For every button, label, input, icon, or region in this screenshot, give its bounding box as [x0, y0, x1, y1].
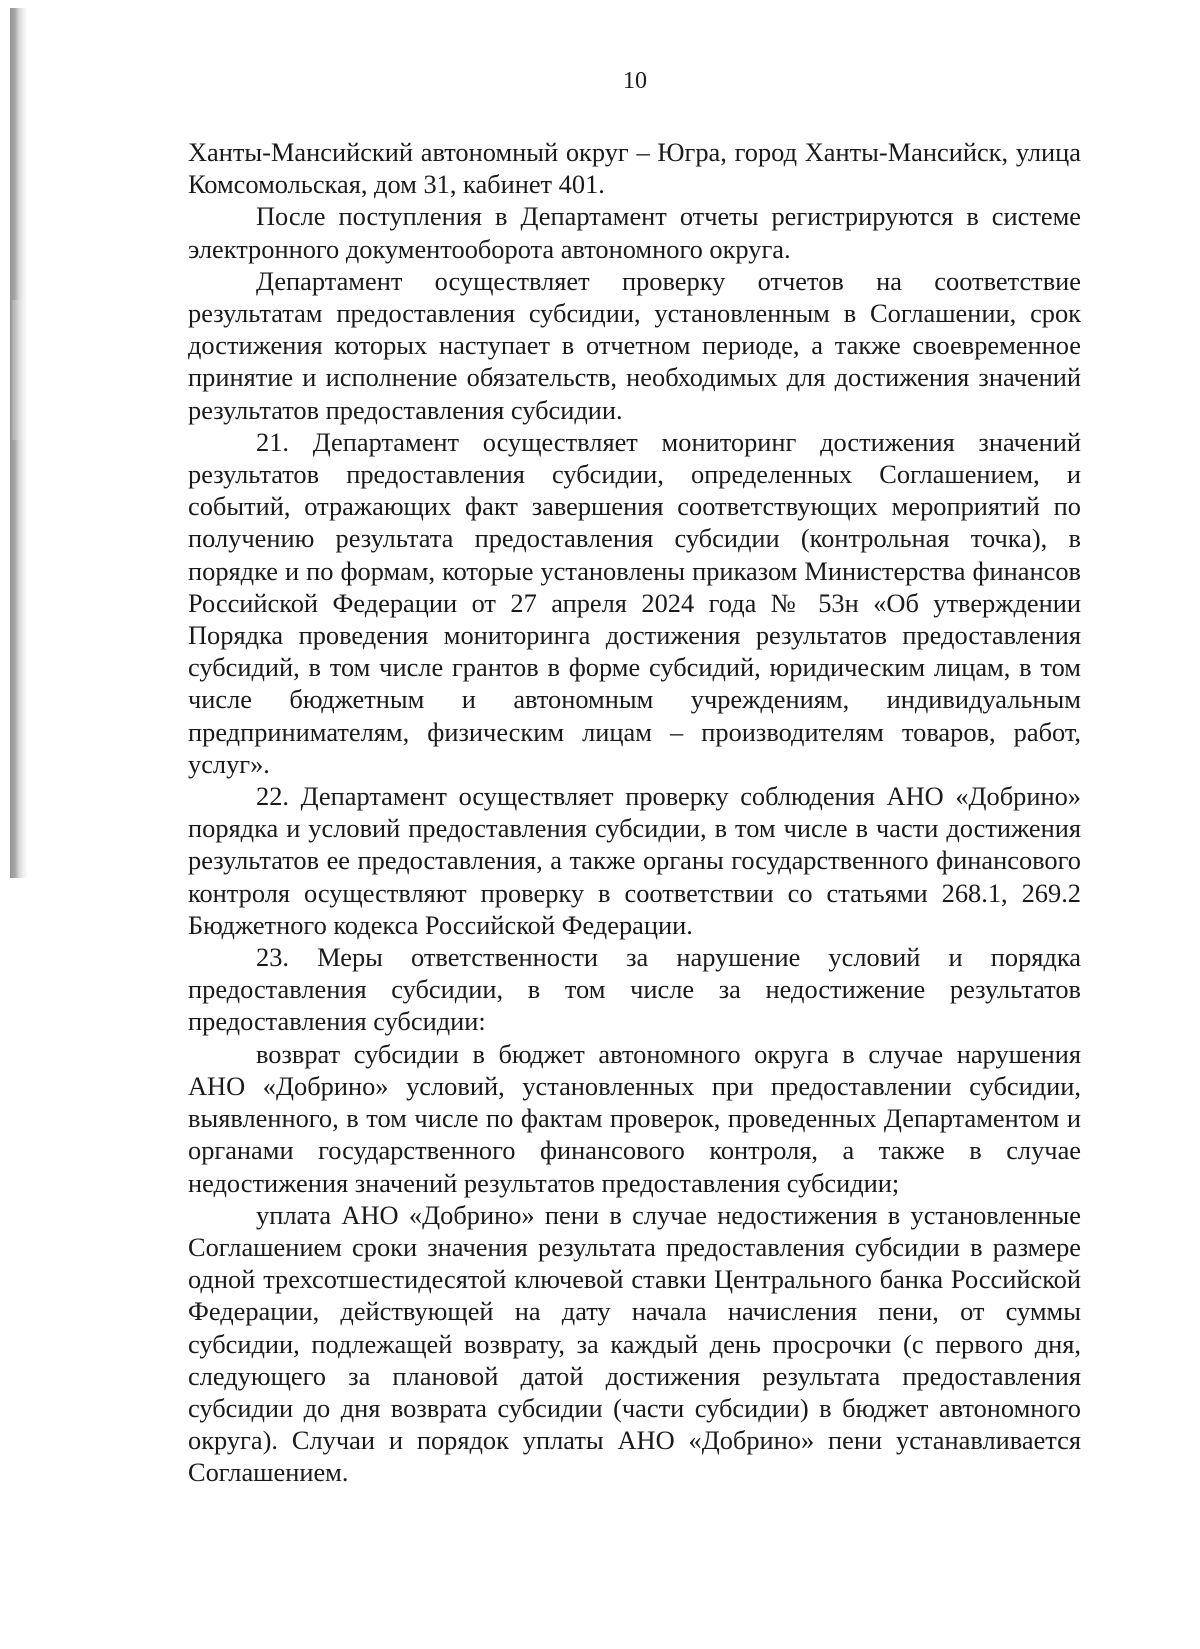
paragraph-penalty: уплата АНО «Добрино» пени в случае недостижения в установленные Соглашением сроки значения результата предоставления субсидии в размере одной трехсотшестидесятой ключевой ставки Центрального банка Российской Федерации, действующей на дату начала начисления пени, от суммы субсидии, подлежащей возврату, за каждый день просрочки (с первого дня, следующего за плановой датой достижения результата предоставления субсидии до дня возврата субсидии (части субсидии) в бюджет автономного округа). Случаи и порядок уплаты АНО «Добрино» пени устанавливается Соглашением.	[188, 1199, 1081, 1488]
paragraph-refund: возврат субсидии в бюджет автономного округа в случае нарушения АНО «Добрино» условий, установленных при предоставлении субсидии, выявленного, в том числе по фактам проверок, проведенных Департаментом и органами государственного финансового контроля, а также в случае недостижения значений результатов предоставления субсидии;	[188, 1038, 1081, 1198]
page-number: 10	[623, 68, 647, 94]
paragraph-registration: После поступления в Департамент отчеты регистрируются в системе электронного документооборота автономного округа.	[188, 201, 1081, 264]
scan-edge-shadow-faint	[12, 300, 24, 440]
paragraph-clause-23: 23. Меры ответственности за нарушение условий и порядка предоставления субсидии, в том числе за недостижение результатов предоставления субсидии:	[188, 942, 1081, 1037]
document-body	[188, 136, 1081, 1489]
scan-edge-shadow	[10, 8, 28, 878]
paragraph-clause-22: 22. Департамент осуществляет проверку соблюдения АНО «Добрино» порядка и условий предоставления субсидии, в том числе в части достижения результатов ее предоставления, а также органы государственного финансового контроля осуществляют проверку в соответствии со статьями 268.1, 269.2 Бюджетного кодекса Российской Федерации.	[188, 781, 1081, 940]
paragraph-report-check: Департамент осуществляет проверку отчетов на соответствие результатам предоставления субсидии, установленным в Соглашении, срок достижения которых наступает в отчетном периоде, а также своевременное принятие и исполнение обязательств, необходимых для достижения значений результатов предоставления субсидии.	[188, 265, 1081, 425]
paragraph-address: Ханты-Мансийский автономный округ – Югра, город Ханты-Мансийск, улица Комсомольская, дом 31, кабинет 401.	[188, 137, 1081, 200]
paragraph-clause-21: 21. Департамент осуществляет мониторинг достижения значений результатов предоставления субсидии, определенных Соглашением, и событий, отражающих факт завершения соответствующих мероприятий по получению результата предоставления субсидии (контрольная точка), в порядке и по формам, которые установлены приказом Министерства финансов Российской Федерации от 27 апреля 2024 года № 53н «Об утверждении Порядка проведения мониторинга достижения результатов предоставления субсидий, в том числе грантов в форме субсидий, юридическим лицам, в том числе бюджетным и автономным учреждениям, индивидуальным предпринимателям, физическим лицам – производителям товаров, работ, услуг».	[188, 426, 1081, 779]
